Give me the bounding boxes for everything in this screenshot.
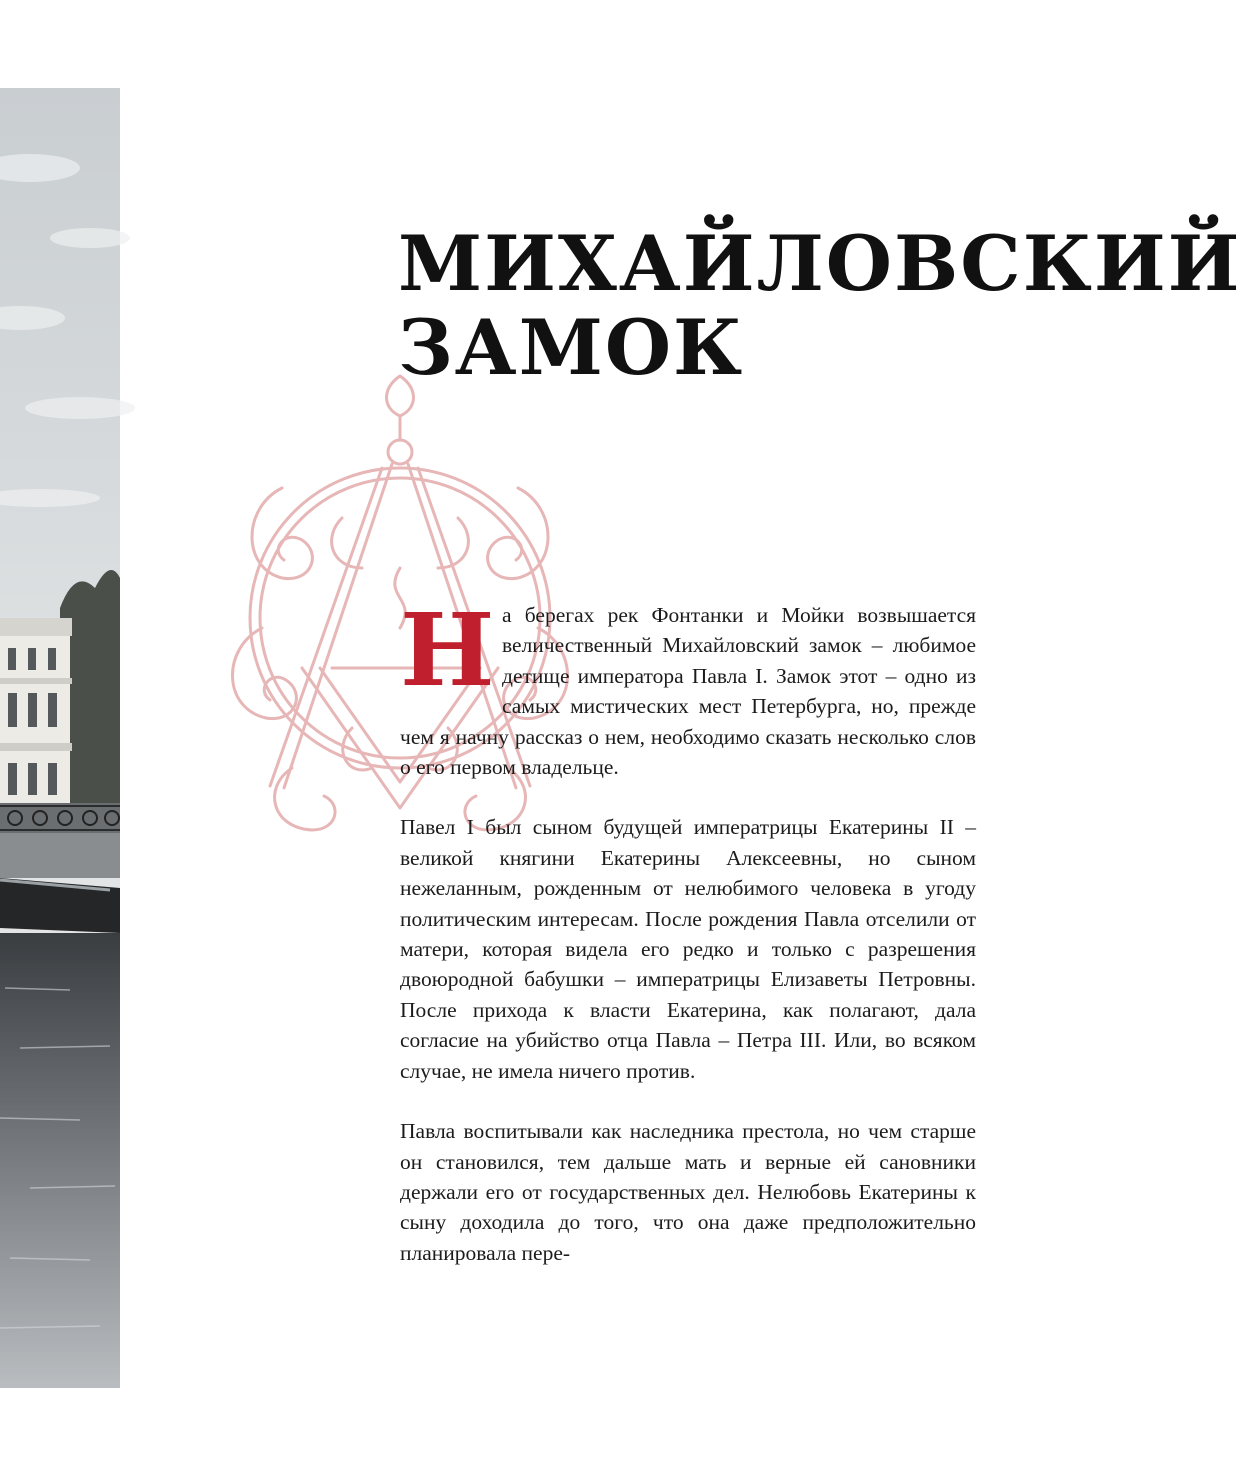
paragraph-2: Павел I был сыном будущей императрицы Екатерины II – великой княгини Екатерины Алексеевны, но сыном нежеланным, рожденным от нелюбимого человека в угоду политическим интересам. После рождения Павла отселили от матери, которая видела его редко и только с разрешения двоюродной бабушки – императрицы Елизаветы Петровны. После прихода к власти Екатерина, как полагают, дала согласие на убийство отца Павла – Петра III. Или, во всяком случае, не имела ничего против. <box>400 815 976 1083</box>
paragraph-3: Павла воспитывали как наследника престола, но чем старше он становился, тем дальше мать и верные ей сановники держали его от государственных дел. Нелюбовь Екатерины к сыну доходила до того, что она даже предположительно планировала пере- <box>400 1119 976 1265</box>
paragraph-1-text: а берегах рек Фонтанки и Мойки возвышается величественный Михайловский замок – любимое детище императора Павла I. Замок этот – одно из самых мистических мест Петербурга, но, прежде чем я начну рассказ о нем, необходимо сказать несколько слов о его первом владельце. <box>400 603 976 780</box>
castle-photo-strip <box>0 88 120 1388</box>
paragraph-1 <box>400 591 976 782</box>
castle-photo <box>0 88 120 1388</box>
page-title <box>398 219 1242 392</box>
title-line-1: МИХАЙЛОВСКИЙ <box>398 219 1242 308</box>
article-body <box>400 591 976 1268</box>
drop-cap: Н <box>400 591 495 709</box>
title-line-2: ЗАМОК <box>398 303 745 392</box>
